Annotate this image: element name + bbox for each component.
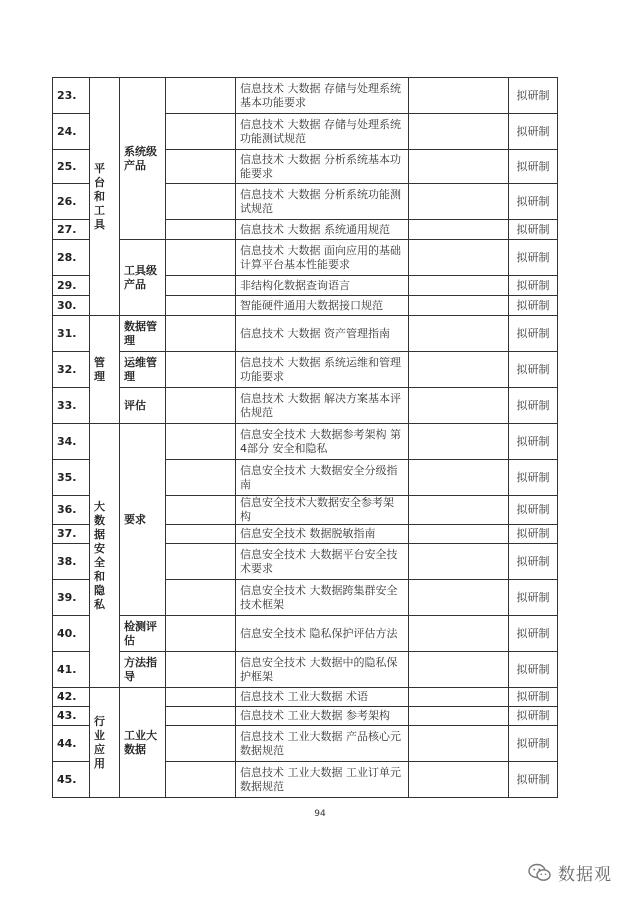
subcategory-ops-management: 运维管理: [120, 352, 166, 388]
watermark: [528, 860, 612, 885]
empty-cell: [166, 220, 236, 240]
table-row: [53, 424, 558, 460]
wechat-icon: [528, 863, 552, 883]
row-number: 26.: [53, 184, 90, 220]
empty-cell: [409, 652, 509, 688]
table-row: [53, 652, 558, 688]
row-number: 23.: [53, 78, 90, 114]
status-cell: 拟研制: [509, 525, 558, 544]
row-number: 30.: [53, 296, 90, 316]
empty-cell: [409, 460, 509, 496]
row-number: 32.: [53, 352, 90, 388]
table-row: [53, 240, 558, 276]
empty-cell: [409, 424, 509, 460]
empty-cell: [166, 276, 236, 296]
row-number: 38.: [53, 544, 90, 580]
empty-cell: [166, 296, 236, 316]
status-cell: 拟研制: [509, 424, 558, 460]
standard-name: 信息安全技术 大数据中的隐私保护框架: [236, 652, 409, 688]
empty-cell: [409, 276, 509, 296]
empty-cell: [409, 616, 509, 652]
empty-cell: [409, 114, 509, 150]
subcategory-method-guide: 方法指导: [120, 652, 166, 688]
row-number: 41.: [53, 652, 90, 688]
empty-cell: [166, 496, 236, 525]
empty-cell: [166, 652, 236, 688]
status-cell: 拟研制: [509, 616, 558, 652]
empty-cell: [166, 388, 236, 424]
empty-cell: [166, 525, 236, 544]
empty-cell: [409, 580, 509, 616]
empty-cell: [166, 240, 236, 276]
status-cell: 拟研制: [509, 496, 558, 525]
standard-name: 非结构化数据查询语言: [236, 276, 409, 296]
status-cell: 拟研制: [509, 316, 558, 352]
row-number: 43.: [53, 707, 90, 726]
row-number: 25.: [53, 150, 90, 184]
standard-name: 信息技术 大数据 系统通用规范: [236, 220, 409, 240]
status-cell: 拟研制: [509, 276, 558, 296]
empty-cell: [409, 150, 509, 184]
standard-name: 信息技术 大数据 存储与处理系统功能测试规范: [236, 114, 409, 150]
empty-cell: [409, 240, 509, 276]
empty-cell: [166, 352, 236, 388]
empty-cell: [166, 78, 236, 114]
empty-cell: [409, 184, 509, 220]
status-cell: 拟研制: [509, 184, 558, 220]
subcategory-system-product: 系统级产品: [120, 78, 166, 240]
empty-cell: [409, 544, 509, 580]
standard-name: 智能硬件通用大数据接口规范: [236, 296, 409, 316]
standard-name: 信息技术 大数据 分析系统功能测试规范: [236, 184, 409, 220]
empty-cell: [166, 460, 236, 496]
row-number: 40.: [53, 616, 90, 652]
status-cell: 拟研制: [509, 296, 558, 316]
standard-name: 信息技术 大数据 资产管理指南: [236, 316, 409, 352]
empty-cell: [166, 762, 236, 798]
category-management: 管理: [90, 316, 120, 424]
standards-table: [52, 77, 558, 798]
table-row: [53, 78, 558, 114]
page-number: 94: [314, 809, 326, 819]
empty-cell: [409, 78, 509, 114]
row-number: 31.: [53, 316, 90, 352]
row-number: 33.: [53, 388, 90, 424]
row-number: 35.: [53, 460, 90, 496]
standard-name: 信息安全技术大数据安全参考架构: [236, 496, 409, 525]
empty-cell: [166, 616, 236, 652]
empty-cell: [166, 316, 236, 352]
row-number: 28.: [53, 240, 90, 276]
status-cell: 拟研制: [509, 762, 558, 798]
empty-cell: [409, 316, 509, 352]
subcategory-evaluation: 评估: [120, 388, 166, 424]
empty-cell: [166, 184, 236, 220]
status-cell: 拟研制: [509, 726, 558, 762]
row-number: 42.: [53, 688, 90, 707]
subcategory-test-evaluation: 检测评估: [120, 616, 166, 652]
standard-name: 信息技术 工业大数据 工业订单元数据规范: [236, 762, 409, 798]
standard-name: 信息安全技术 大数据平台安全技术要求: [236, 544, 409, 580]
standard-name: 信息技术 大数据 解决方案基本评估规范: [236, 388, 409, 424]
row-number: 39.: [53, 580, 90, 616]
standard-name: 信息安全技术 大数据安全分级指南: [236, 460, 409, 496]
row-number: 45.: [53, 762, 90, 798]
empty-cell: [166, 544, 236, 580]
status-cell: 拟研制: [509, 352, 558, 388]
empty-cell: [166, 114, 236, 150]
empty-cell: [409, 707, 509, 726]
empty-cell: [409, 496, 509, 525]
status-cell: 拟研制: [509, 544, 558, 580]
row-number: 37.: [53, 525, 90, 544]
standard-name: 信息安全技术 大数据跨集群安全技术框架: [236, 580, 409, 616]
empty-cell: [409, 762, 509, 798]
status-cell: 拟研制: [509, 652, 558, 688]
row-number: 36.: [53, 496, 90, 525]
status-cell: 拟研制: [509, 707, 558, 726]
standard-name: 信息技术 大数据 存储与处理系统基本功能要求: [236, 78, 409, 114]
empty-cell: [409, 688, 509, 707]
standard-name: 信息技术 工业大数据 产品核心元数据规范: [236, 726, 409, 762]
table-row: [53, 616, 558, 652]
empty-cell: [409, 726, 509, 762]
row-number: 27.: [53, 220, 90, 240]
empty-cell: [166, 688, 236, 707]
table-row: [53, 316, 558, 352]
status-cell: 拟研制: [509, 114, 558, 150]
status-cell: 拟研制: [509, 78, 558, 114]
standard-name: 信息技术 大数据 分析系统基本功能要求: [236, 150, 409, 184]
row-number: 34.: [53, 424, 90, 460]
subcategory-requirements: 要求: [120, 424, 166, 616]
watermark-text: 数据观: [558, 865, 612, 885]
empty-cell: [409, 388, 509, 424]
standard-name: 信息安全技术 数据脱敏指南: [236, 525, 409, 544]
standard-name: 信息技术 工业大数据 术语: [236, 688, 409, 707]
subcategory-industrial-big-data: 工业大数据: [120, 688, 166, 798]
standard-name: 信息安全技术 大数据参考架构 第4部分 安全和隐私: [236, 424, 409, 460]
empty-cell: [166, 150, 236, 184]
category-security-privacy: 大数据安全和隐私: [90, 424, 120, 688]
standard-name: 信息技术 大数据 面向应用的基础计算平台基本性能要求: [236, 240, 409, 276]
row-number: 44.: [53, 726, 90, 762]
category-industry-application: 行业应用: [90, 688, 120, 798]
empty-cell: [409, 525, 509, 544]
status-cell: 拟研制: [509, 688, 558, 707]
status-cell: 拟研制: [509, 388, 558, 424]
table-row: [53, 688, 558, 707]
empty-cell: [409, 296, 509, 316]
table-row: [53, 352, 558, 388]
table-row: [53, 388, 558, 424]
status-cell: 拟研制: [509, 220, 558, 240]
empty-cell: [166, 726, 236, 762]
subcategory-tool-product: 工具级产品: [120, 240, 166, 316]
standard-name: 信息技术 工业大数据 参考架构: [236, 707, 409, 726]
empty-cell: [166, 580, 236, 616]
status-cell: 拟研制: [509, 460, 558, 496]
empty-cell: [409, 352, 509, 388]
status-cell: 拟研制: [509, 150, 558, 184]
category-platform-tools: 平台和工具: [90, 78, 120, 316]
status-cell: 拟研制: [509, 580, 558, 616]
row-number: 24.: [53, 114, 90, 150]
empty-cell: [166, 424, 236, 460]
status-cell: 拟研制: [509, 240, 558, 276]
empty-cell: [409, 220, 509, 240]
subcategory-data-management: 数据管理: [120, 316, 166, 352]
row-number: 29.: [53, 276, 90, 296]
standard-name: 信息安全技术 隐私保护评估方法: [236, 616, 409, 652]
standard-name: 信息技术 大数据 系统运维和管理功能要求: [236, 352, 409, 388]
empty-cell: [166, 707, 236, 726]
